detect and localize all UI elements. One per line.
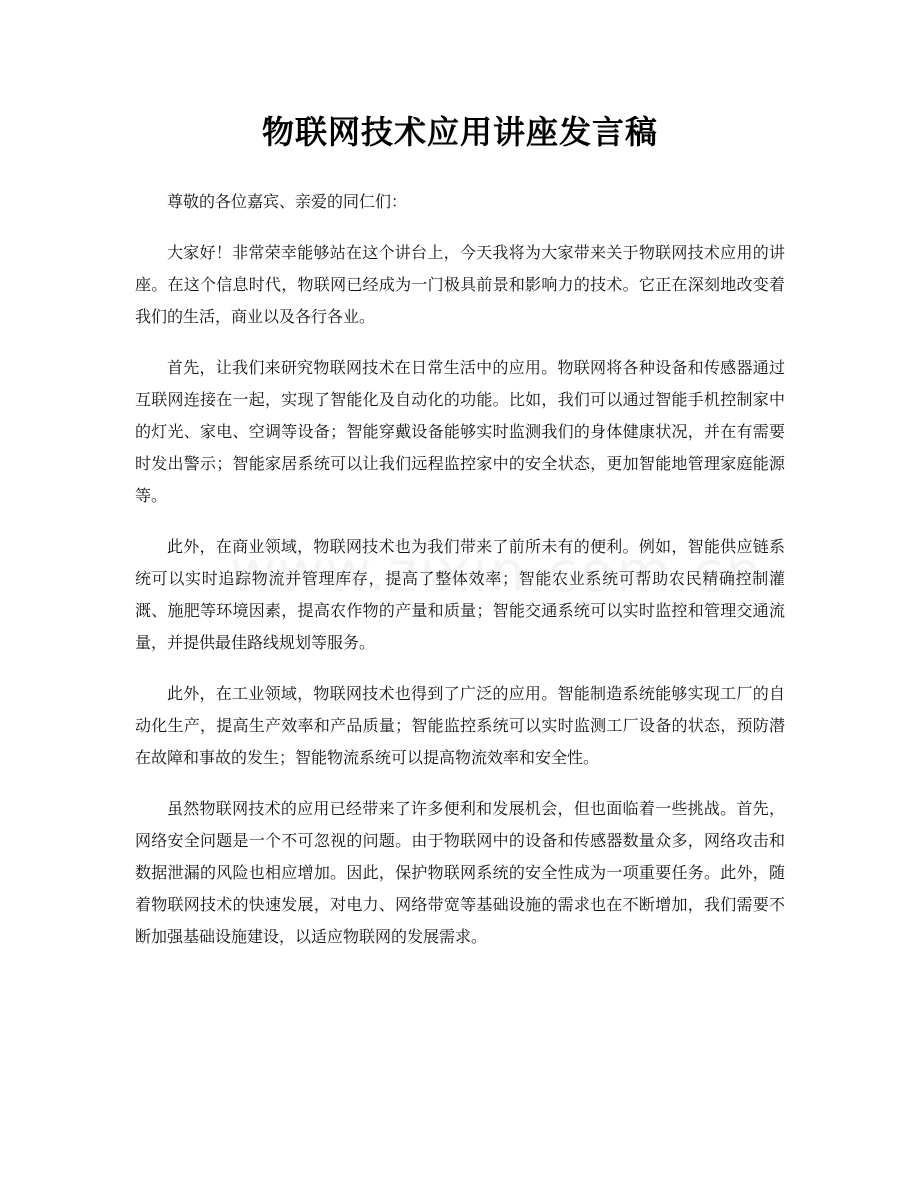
paragraph-intro: 大家好！非常荣幸能够站在这个讲台上，今天我将为大家带来关于物联网技术应用的讲座。在这个信息时代，物联网已经成为一门极具前景和影响力的技术。它正在深刻地改变着我们的生活，商业以及各行各业。 bbox=[135, 243, 785, 326]
paragraph-challenges: 虽然物联网技术的应用已经带来了许多便利和发展机会，但也面临着一些挑战。首先，网络安全问题是一个不可忽视的问题。由于物联网中的设备和传感器数量众多，网络攻击和数据泄漏的风险也相应增加。因此，保护物联网系统的安全性成为一项重要任务。此外，随着物联网技术的快速发展，对电力、网络带宽等基础设施的需求也在不断增加，我们需要不断加强基础设施建设，以适应物联网的发展需求。 bbox=[135, 799, 785, 946]
paragraph-daily-life: 首先，让我们来研究物联网技术在日常生活中的应用。物联网将各种设备和传感器通过互联网连接在一起，实现了智能化及自动化的功能。比如，我们可以通过智能手机控制家中的灯光、家电、空调等设备；智能穿戴设备能够实时监测我们的身体健康状况，并在有需要时发出警示；智能家居系统可以让我们远程监控家中的安全状态，更加智能地管理家庭能源等。 bbox=[135, 358, 785, 505]
paragraph-business: 此外，在商业领域，物联网技术也为我们带来了前所未有的便利。例如，智能供应链系统可以实时追踪物流并管理库存，提高了整体效率；智能农业系统可帮助农民精确控制灌溉、施肥等环境因素，提高农作物的产量和质量；智能交通系统可以实时监控和管理交通流量，并提供最佳路线规划等服务。 bbox=[135, 537, 785, 652]
document-title: 物联网技术应用讲座发言稿 bbox=[261, 113, 658, 151]
salutation: 尊敬的各位嘉宾、亲爱的同仁们： bbox=[167, 192, 408, 211]
paragraph-industry: 此外，在工业领域，物联网技术也得到了广泛的应用。智能制造系统能够实现工厂的自动化生产，提高生产效率和产品质量；智能监控系统可以实时监测工厂设备的状态，预防潜在故障和事故的发生；智能物流系统可以提高物流效率和安全性。 bbox=[135, 684, 785, 767]
